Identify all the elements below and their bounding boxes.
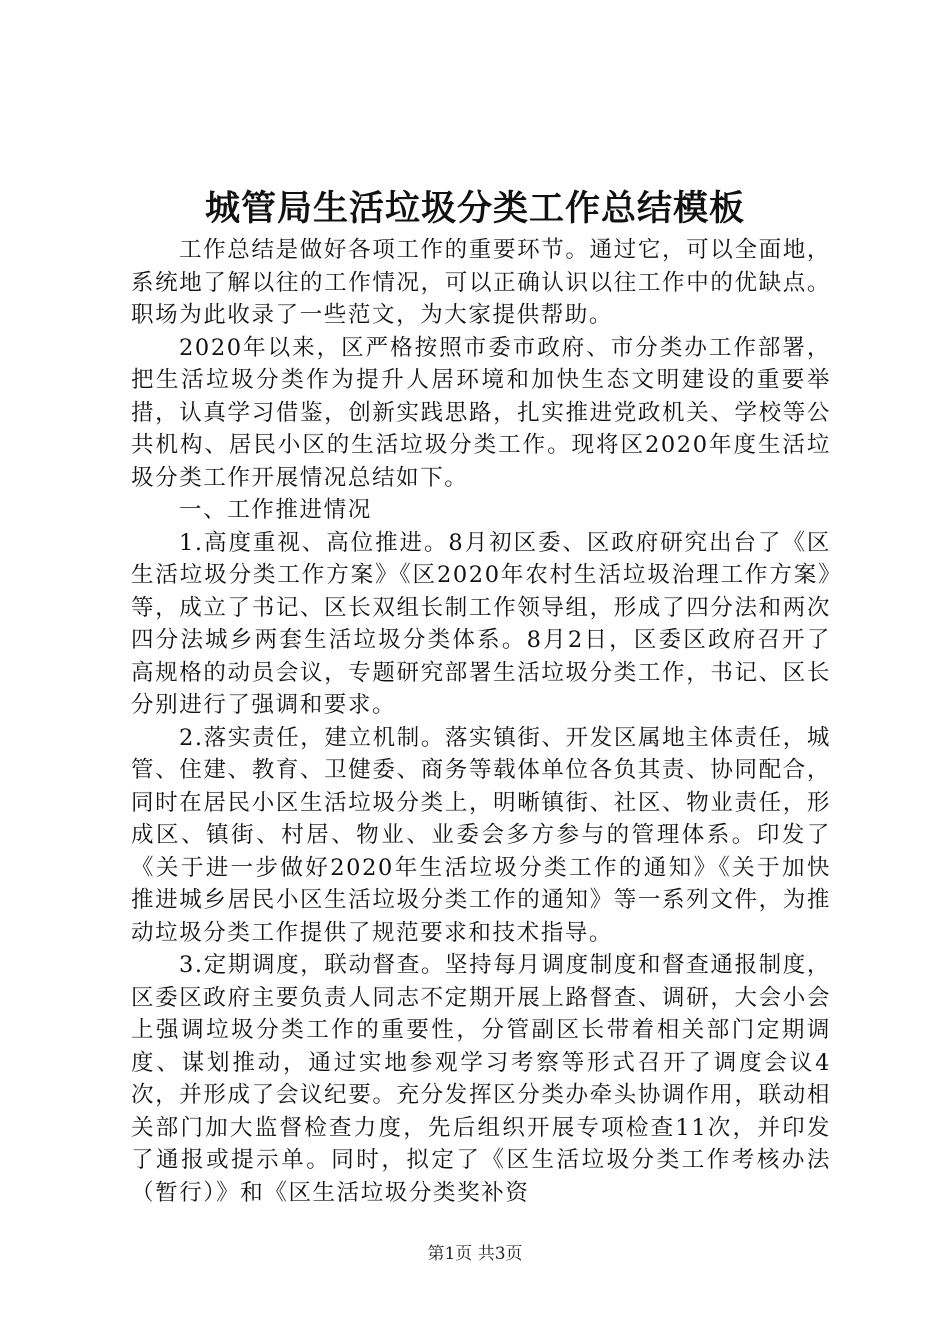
document-title: 城管局生活垃圾分类工作总结模板: [204, 188, 745, 229]
paragraph-intro: 工作总结是做好各项工作的重要环节。通过它，可以全面地，系统地了解以往的工作情况，可以正确认识以往工作中的优缺点。职场为此收录了一些范文，为大家提供帮助。: [131, 237, 831, 328]
page-footer: 第1页 共3页: [427, 1244, 523, 1264]
paragraph-item-3: 3.定期调度，联动督查。坚持每月调度制度和督查通报制度，区委区政府主要负责人同志不定期开展上路督查、调研，大会小会上强调垃圾分类工作的重要性，分管副区长带着相关部门定期调度、谋划推动，通过实地参观学习考察等形式召开了调度会议4次，并形成了会议纪要。充分发挥区分类办牵头协调作用，联动相关部门加大监督检查力度，先后组织开展专项检查11次，并印发了通报或提示单。同时，拟定了《区生活垃圾分类工作考核办法（暂行）》和《区生活垃圾分类奖补资: [131, 952, 831, 1206]
document-body: [131, 234, 831, 1209]
paragraph-item-2: 2.落实责任，建立机制。落实镇街、开发区属地主体责任，城管、住建、教育、卫健委、商务等载体单位各负其责、协同配合，同时在居民小区生活垃圾分类上，明晰镇街、社区、物业责任，形成区、镇街、村居、物业、业委会多方参与的管理体系。印发了《关于进一步做好2020年生活垃圾分类工作的通知》《关于加快推进城乡居民小区生活垃圾分类工作的通知》等一系列文件，为推动垃圾分类工作提供了规范要求和技术指导。: [131, 724, 831, 946]
paragraph-item-1: 1.高度重视、高位推进。8月初区委、区政府研究出台了《区生活垃圾分类工作方案》《区2020年农村生活垃圾治理工作方案》等，成立了书记、区长双组长制工作领导组，形成了四分法和两次四分法城乡两套生活垃圾分类体系。8月2日，区委区政府召开了高规格的动员会议，专题研究部署生活垃圾分类工作，书记、区长分别进行了强调和要求。: [131, 529, 831, 718]
paragraph-overview: 2020年以来，区严格按照市委市政府、市分类办工作部署，把生活垃圾分类作为提升人居环境和加快生态文明建设的重要举措，认真学习借鉴，创新实践思路，扎实推进党政机关、学校等公共机构、居民小区的生活垃圾分类工作。现将区2020年度生活垃圾分类工作开展情况总结如下。: [131, 334, 831, 491]
section-heading: 一、工作推进情况: [179, 497, 372, 523]
